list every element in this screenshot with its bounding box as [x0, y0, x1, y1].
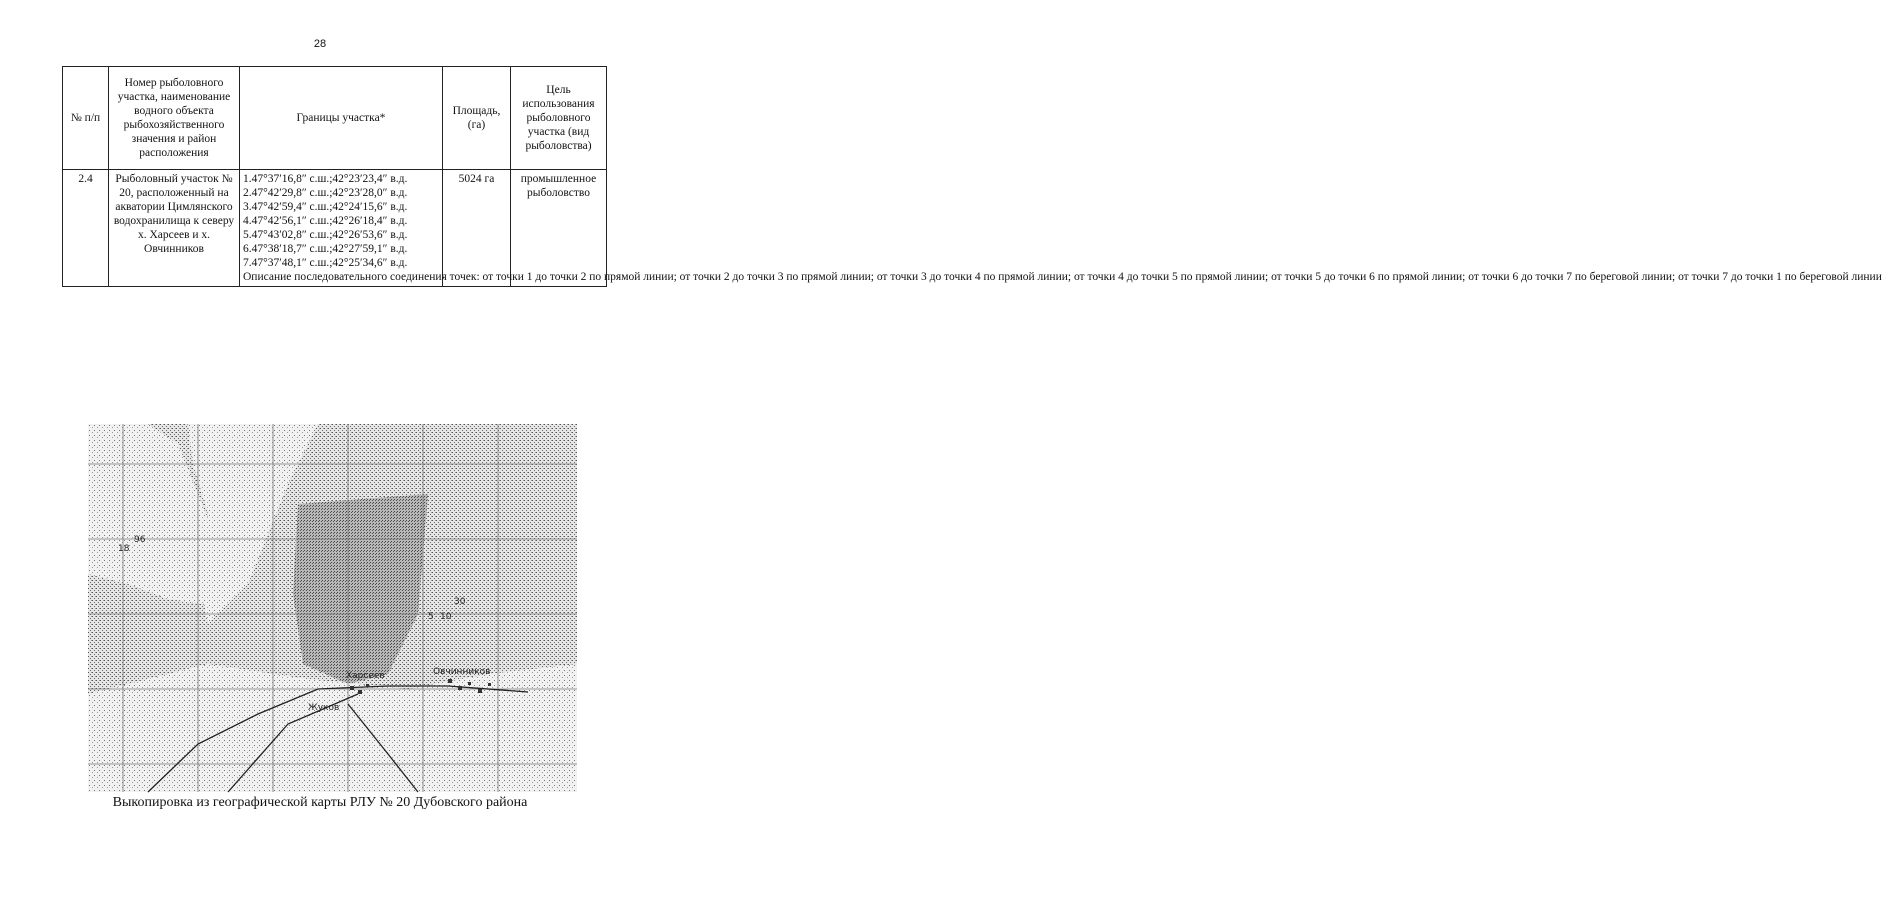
header-purpose: Цель использования рыболовного участка (вид рыболовства) [511, 67, 607, 170]
header-name: Номер рыболовного участка, наименование водного объекта рыбохозяйственного значения и район расположения [109, 67, 240, 170]
table-row [63, 170, 607, 287]
map-caption: Выкопировка из географической карты РЛУ № 20 Дубовского района [112, 795, 528, 810]
boundary-point: 7.47°37′48,1″ с.ш.;42°25′34,6″ в.д. [243, 257, 408, 269]
map-label: 18 [118, 544, 130, 554]
row-purpose: промышленное рыболовство [511, 170, 607, 287]
header-area: Площадь, (га) [443, 67, 511, 170]
fishing-area-table [62, 66, 1882, 287]
boundary-point: 6.47°38′18,7″ с.ш.;42°27′59,1″ в.д. [243, 243, 408, 255]
header-bounds: Границы участка* [240, 67, 443, 170]
row-area: 5024 га [443, 170, 511, 287]
map-label: Жуков [308, 703, 340, 713]
boundary-point: 2.47°42′29,8″ с.ш.;42°23′28,0″ в.д. [243, 187, 408, 199]
map-label: 96 [134, 535, 146, 545]
header-num: № п/п [63, 67, 109, 170]
map-label: 5 [428, 612, 434, 622]
boundary-point: 3.47°42′59,4″ с.ш.;42°24′15,6″ в.д. [243, 201, 408, 213]
map-label: 30 [454, 597, 466, 607]
topographic-map [88, 424, 577, 792]
table-header-row [63, 67, 607, 170]
map-excerpt [88, 424, 577, 792]
boundary-description: Описание последовательного соединения точек: от точки 1 до точки 2 по прямой линии; от точки 2 до точки 3 по прямой линии; от точки 3 до точки 4 по прямой линии; от точки 4 до точки 5 по прямой линии; от точки 5 до точки 6 по прямой линии; от точки 6 до точки 7 по береговой линии; от точки 7 до точки 1 по береговой линии [243, 271, 1882, 283]
map-label: Харсеев [346, 671, 385, 681]
map-label: 10 [440, 612, 452, 622]
boundary-point: 5.47°43′02,8″ с.ш.;42°26′53,6″ в.д. [243, 229, 408, 241]
land-south [88, 664, 577, 792]
row-name: Рыболовный участок № 20, расположенный на акватории Цимлянского водохранилища к северу х. Харсеев и х. Овчинников [109, 170, 240, 287]
row-num: 2.4 [63, 170, 109, 287]
boundary-point: 1.47°37′16,8″ с.ш.;42°23′23,4″ в.д. [243, 173, 408, 185]
boundary-point: 4.47°42′56,1″ с.ш.;42°26′18,4″ в.д. [243, 215, 408, 227]
map-label: Овчинников [433, 667, 491, 677]
page-number: 28 [313, 38, 327, 50]
